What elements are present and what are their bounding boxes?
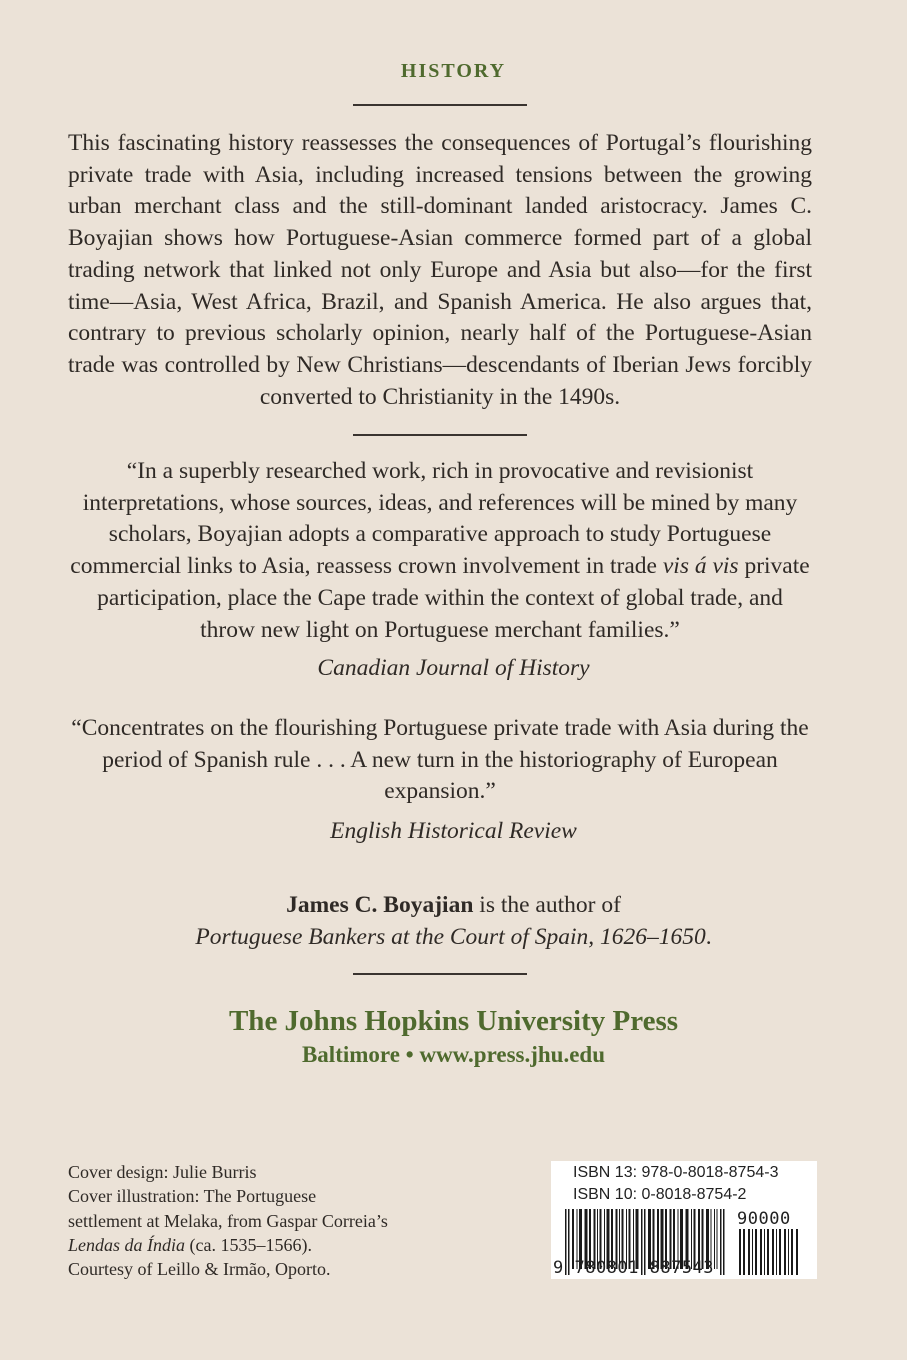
barcode-bar: [760, 1229, 762, 1275]
review-quote: “In a superbly researched work, rich in provocative and revisionist interpretations, whose sources, ideas, and references will be mined by many scholars, Boyajian adopts a comparative approach to study Portuguese commercial links to Asia, reassess crown involvement in trade vis á vis private participation, place the Cape trade within the context of global trade, and throw new light on Portuguese merchant families.”: [70, 458, 810, 643]
book-description: This fascinating history reassesses the consequences of Portugal’s flourishing private trade with Asia, including increased tensions between the growing urban merchant class and the still-dominant landed aristocracy. James C. Boyajian shows how Portuguese-Asian commerce formed part of a global trading network that linked not only Europe and Asia but also—for the first time—Asia, West Africa, Brazil, and Spanish America. He also argues that, contrary to previous scholarly opinion, nearly half of the Portuguese-Asian trade was controlled by New Christians—descendants of Iberian Jews forcibly converted to Christianity in the 1490s.: [68, 130, 812, 410]
barcode-bar: [752, 1229, 753, 1275]
category-label: HISTORY: [400, 60, 507, 82]
isbn13-label: ISBN 13: 978-0-8018-8754-3: [573, 1164, 779, 1181]
review-source: Canadian Journal of History: [317, 655, 590, 681]
divider-rule: [353, 973, 527, 975]
barcode-bar: [776, 1229, 777, 1275]
barcode-bar: [796, 1229, 798, 1275]
barcode-bar: [723, 1209, 725, 1275]
author-other-book: Portuguese Bankers at the Court of Spain, 1626–1650: [195, 924, 706, 950]
barcode-bar: [748, 1229, 750, 1275]
barcode-bar: [772, 1229, 774, 1275]
barcode-bar: [764, 1229, 765, 1275]
barcode-bar: [743, 1229, 745, 1275]
barcode-bar: [755, 1229, 757, 1275]
review-source: English Historical Review: [330, 818, 577, 844]
barcode-bar: [720, 1209, 722, 1275]
barcode-bar: [739, 1229, 741, 1275]
publisher-location: Baltimore • www.press.jhu.edu: [301, 1042, 606, 1067]
barcode-bar: [788, 1229, 789, 1275]
barcode-bar: [784, 1229, 786, 1275]
author-bio: James C. Boyajian is the author of Portuguese Bankers at the Court of Spain, 1626–1650.: [195, 892, 712, 950]
author-name: James C. Boyajian: [286, 892, 474, 918]
barcode-panel: [551, 1161, 817, 1279]
barcode-bar: [717, 1209, 718, 1269]
addon-digits: 90000: [737, 1209, 791, 1229]
review-quote: “Concentrates on the flourishing Portuguese private trade with Asia during the period of Spanish rule . . . A new turn in the historiography of European expansion.”: [71, 715, 809, 805]
barcode-bar: [767, 1229, 769, 1275]
divider-rule: [353, 104, 527, 106]
barcode-bar: [714, 1209, 715, 1269]
divider-rule: [353, 434, 527, 436]
isbn10-label: ISBN 10: 0-8018-8754-2: [573, 1186, 747, 1203]
publisher-name: The Johns Hopkins University Press: [228, 1005, 679, 1037]
ean-digits: 9 780801 887543: [553, 1258, 715, 1278]
cover-credits: Cover design: Julie Burris Cover illustration: The Portuguese settlement at Melaka, from Gaspar Correia’s Lendas da Índia (ca. 1535–1566). Courtesy of Leillo & Irmão, Oporto.: [68, 1162, 388, 1280]
barcode-bar: [791, 1229, 793, 1275]
barcode-bar: [779, 1229, 781, 1275]
